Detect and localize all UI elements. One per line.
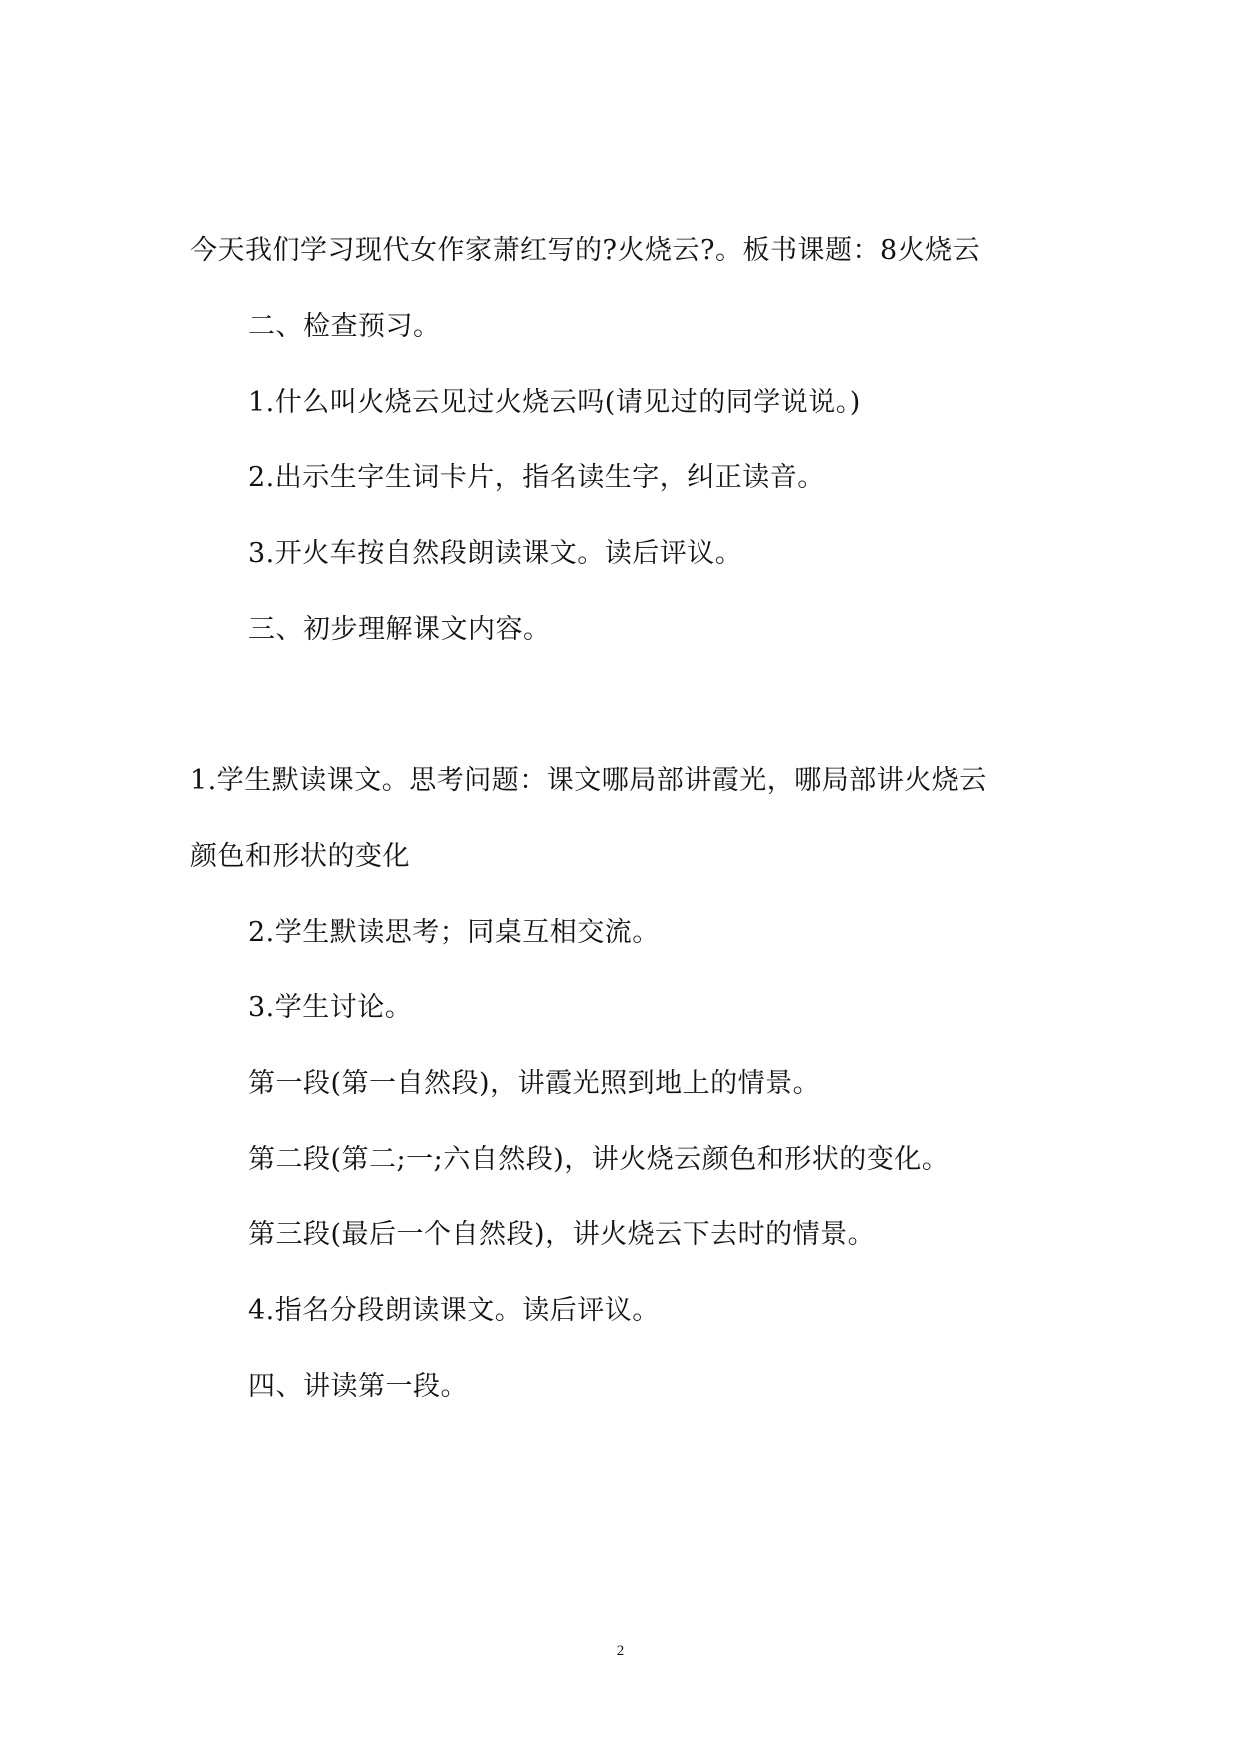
list-item: 3.学生讨论。 <box>248 992 413 1023</box>
list-item-continuation: 颜色和形状的变化 <box>190 841 410 872</box>
list-item: 1.什么叫火烧云见过火烧云吗(请见过的同学说说。) <box>248 387 861 418</box>
list-item: 2.学生默读思考；同桌互相交流。 <box>248 917 660 948</box>
heading-read-first-section: 四、讲读第一段。 <box>248 1371 468 1402</box>
section-summary: 第二段(第二;一;六自然段)，讲火烧云颜色和形状的变化。 <box>248 1144 950 1175</box>
section-summary: 第一段(第一自然段)，讲霞光照到地上的情景。 <box>248 1068 821 1099</box>
heading-check-preview: 二、检查预习。 <box>248 311 441 342</box>
list-item: 2.出示生字生词卡片，指名读生字，纠正读音。 <box>248 462 825 493</box>
heading-understand-text: 三、初步理解课文内容。 <box>248 614 551 645</box>
section-summary: 第三段(最后一个自然段)，讲火烧云下去时的情景。 <box>248 1219 876 1250</box>
list-item: 3.开火车按自然段朗读课文。读后评议。 <box>248 538 743 569</box>
page-number: 2 <box>616 1643 625 1659</box>
paragraph-intro: 今天我们学习现代女作家萧红写的?火烧云?。板书课题：8火烧云 <box>190 235 981 266</box>
list-item: 4.指名分段朗读课文。读后评议。 <box>248 1295 660 1326</box>
list-item: 1.学生默读课文。思考问题：课文哪局部讲霞光，哪局部讲火烧云 <box>190 765 987 796</box>
